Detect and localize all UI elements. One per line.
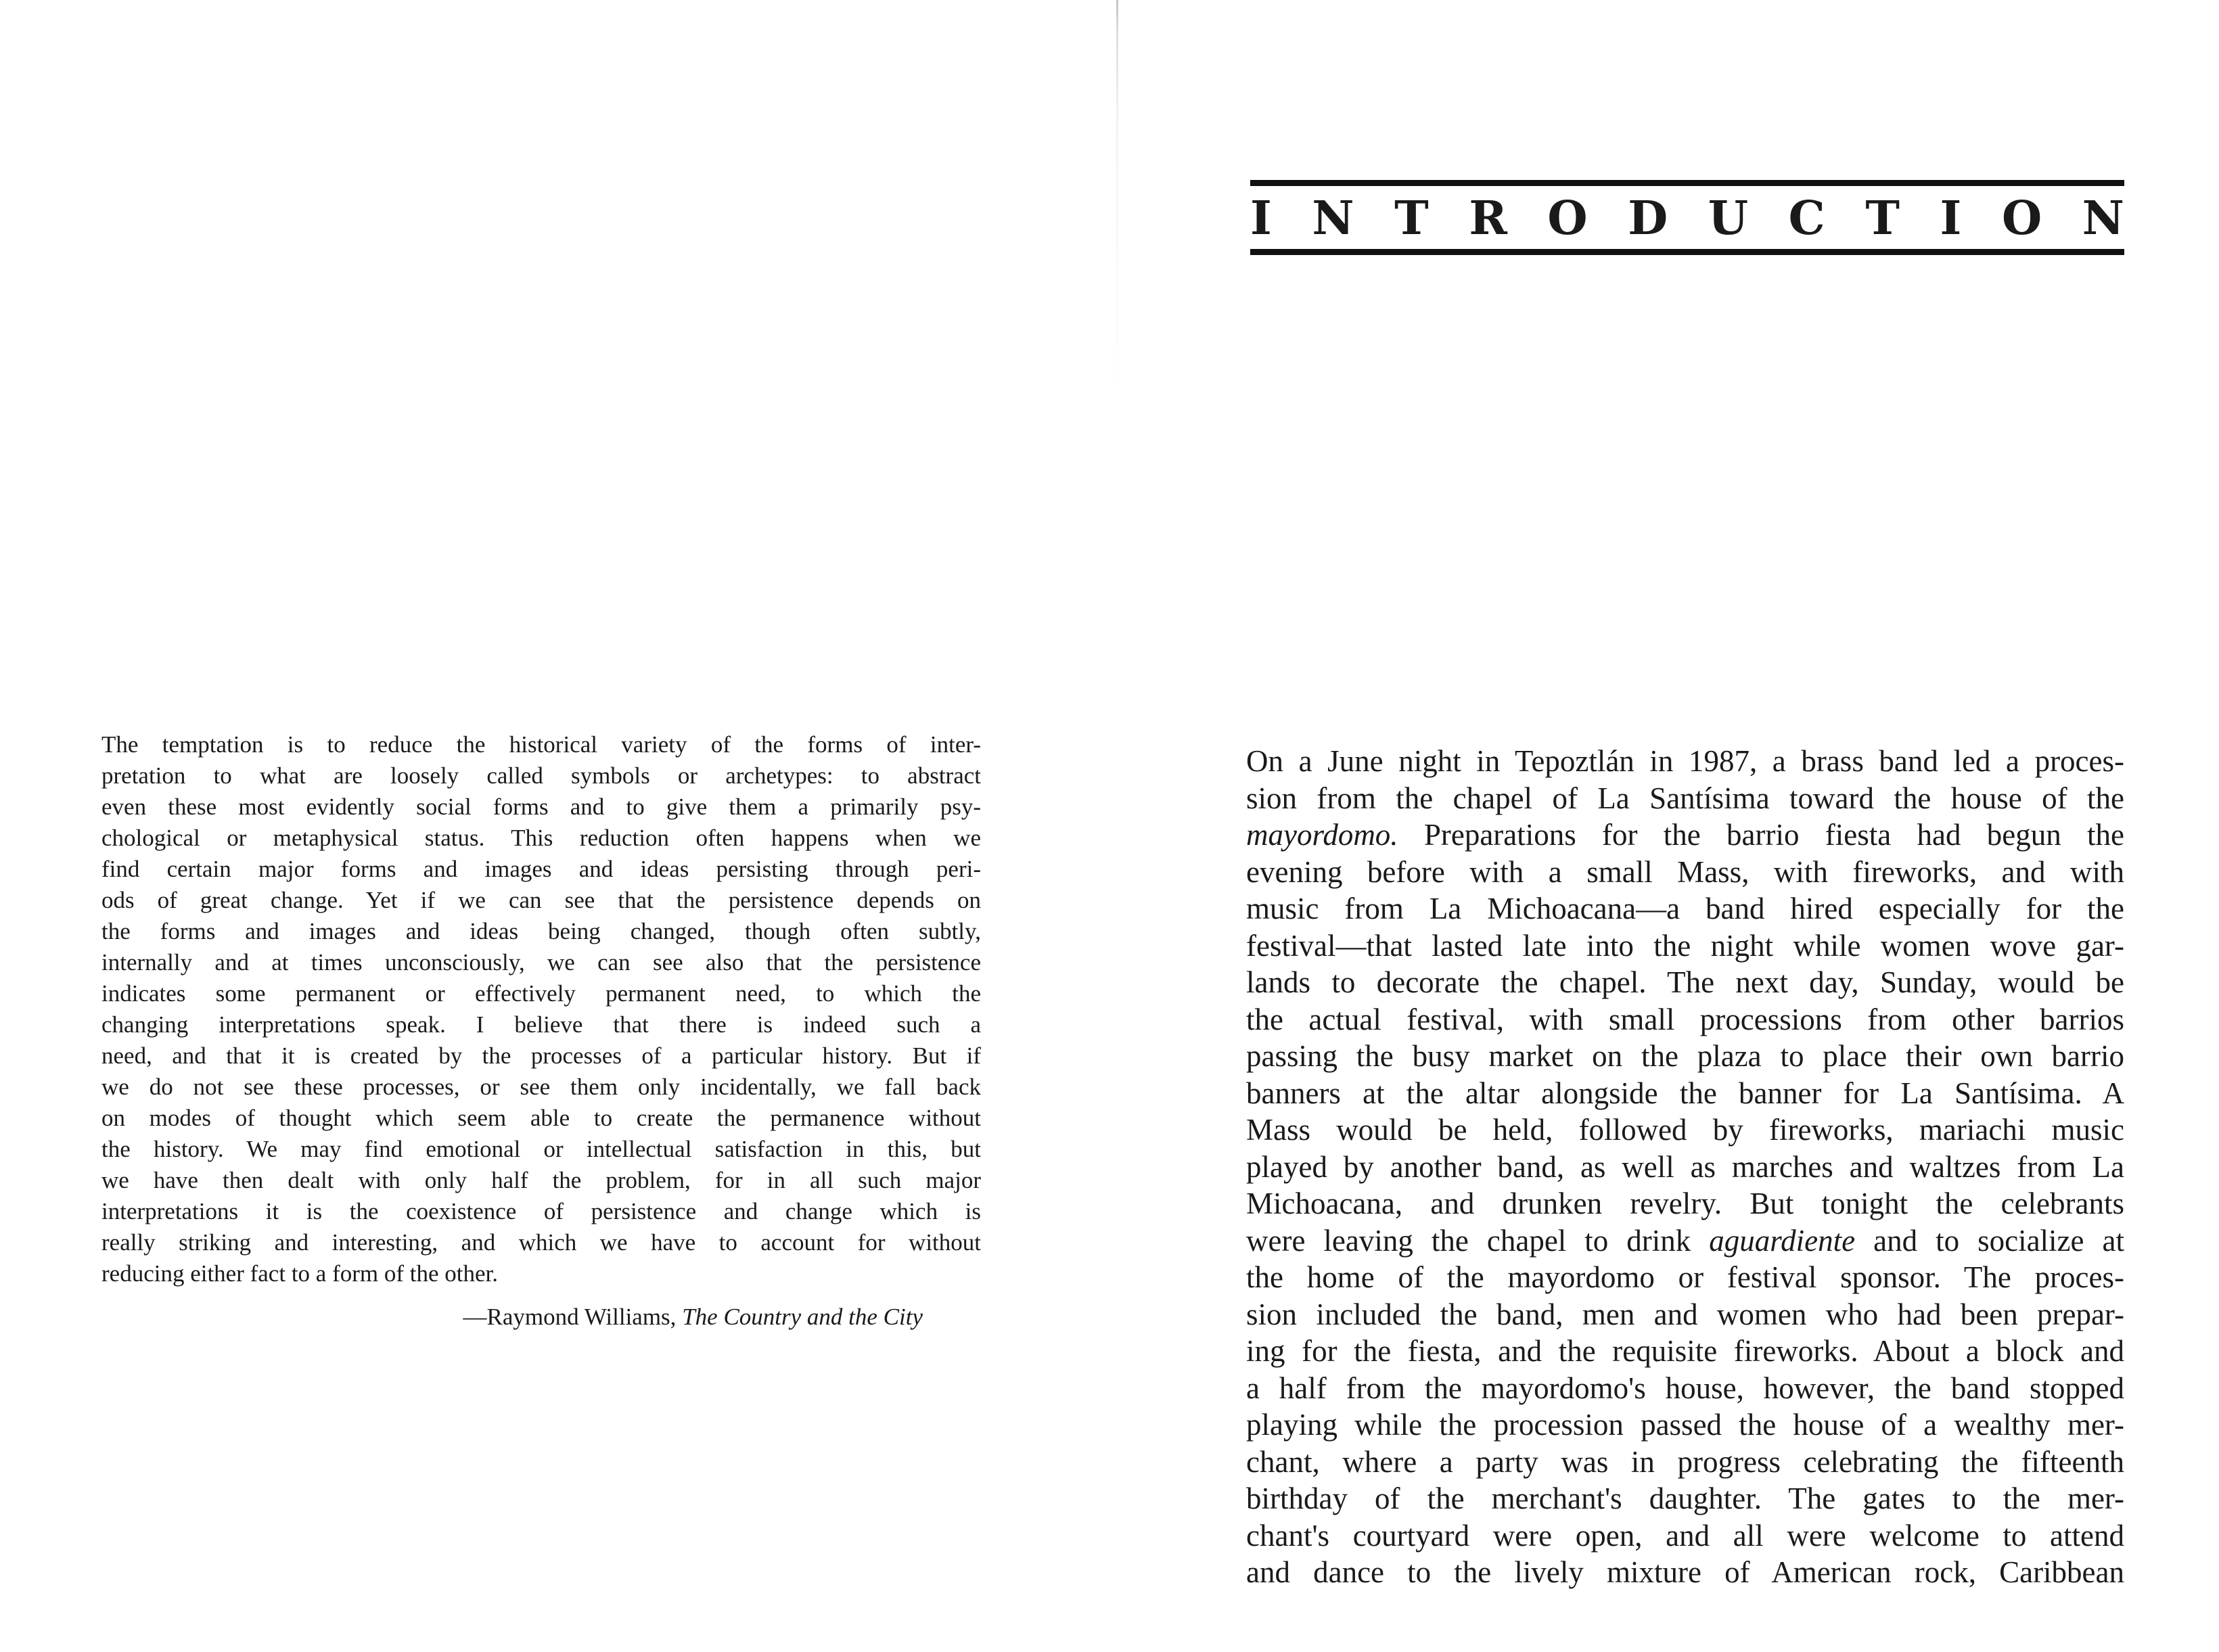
attribution-author: —Raymond Williams,: [463, 1304, 677, 1330]
epigraph-line: we have then dealt with only half the problem, for in all such major: [101, 1167, 981, 1193]
body-line: a half from the mayordomo's house, however, the band stopped: [1246, 1371, 2124, 1405]
epigraph-line: the forms and images and ideas being changed, though often subtly,: [101, 918, 981, 944]
body-line: festival—that lasted late into the night while women wove gar-: [1246, 928, 2124, 963]
chapter-title: [1250, 191, 2124, 246]
epigraph-line: find certain major forms and images and ideas persisting through peri-: [101, 856, 981, 882]
chapter-title-letter: D: [1628, 191, 1668, 246]
epigraph-line: interpretations it is the coexistence of persistence and change which is: [101, 1198, 981, 1224]
epigraph-line: changing interpretations speak. I believe that there is indeed such a: [101, 1011, 981, 1038]
epigraph-attribution: [101, 1302, 923, 1333]
epigraph-line: on modes of thought which seem able to create the permanence without: [101, 1105, 981, 1131]
epigraph-line: reducing either fact to a form of the other.: [101, 1260, 499, 1287]
epigraph-line: chological or metaphysical status. This reduction often happens when we: [101, 825, 981, 851]
body-line: ing for the fiesta, and the requisite fireworks. About a block and: [1246, 1334, 2124, 1368]
epigraph-line: The temptation is to reduce the historical variety of the forms of inter-: [101, 731, 981, 758]
body-line: chant, where a party was in progress celebrating the fifteenth: [1246, 1444, 2124, 1479]
chapter-title-letter: I: [1250, 191, 1272, 246]
body-line: On a June night in Tepoztlán in 1987, a brass band led a proces-: [1246, 744, 2124, 778]
body-line: chant's courtyard were open, and all were welcome to attend: [1246, 1518, 2124, 1553]
body-line: passing the busy market on the plaza to place their own barrio: [1246, 1039, 2124, 1073]
epigraph-line: really striking and interesting, and which we have to account for without: [101, 1229, 981, 1256]
chapter-title-letter: O: [1547, 191, 1588, 246]
body-line: music from La Michoacana—a band hired especially for the: [1246, 892, 2124, 925]
epigraph-line: internally and at times unconsciously, we can see also that the persistence: [101, 949, 981, 976]
epigraph-line: the history. We may find emotional or intellectual satisfaction in this, but: [101, 1136, 981, 1162]
body-line: played by another band, as well as marches and waltzes from La: [1246, 1149, 2124, 1184]
body-line: [1246, 1222, 2124, 1260]
epigraph-line: indicates some permanent or effectively permanent need, to which the: [101, 980, 981, 1007]
chapter-body-text: [1246, 743, 2124, 1591]
epigraph-line: pretation to what are loosely called symbols or archetypes: to abstract: [101, 762, 981, 789]
body-text-segment: were leaving the chapel to drink: [1246, 1223, 1710, 1258]
epigraph-line: ods of great change. Yet if we can see that the persistence depends on: [101, 887, 981, 913]
chapter-title-letter: N: [2082, 191, 2124, 246]
attribution-book-title: The Country and the City: [682, 1304, 923, 1330]
body-line: playing while the procession passed the house of a wealthy mer-: [1246, 1408, 2124, 1442]
chapter-title-letter: R: [1469, 191, 1507, 246]
epigraph-line: even these most evidently social forms and to give them a primarily psy-: [101, 794, 981, 820]
chapter-title-letter: T: [1394, 191, 1429, 246]
body-line: lands to decorate the chapel. The next day, Sunday, would be: [1246, 965, 2124, 999]
body-line: banners at the altar alongside the banner for La Santísima. A: [1246, 1076, 2124, 1110]
epigraph: [101, 729, 981, 1289]
chapter-title-letter: O: [2001, 191, 2042, 246]
body-text-segment: and to socialize at: [1855, 1223, 2124, 1258]
body-line: sion from the chapel of La Santísima toward the house of the: [1246, 781, 2124, 815]
chapter-title-letter: U: [1708, 191, 1749, 246]
page-gutter: [1116, 0, 1118, 392]
body-line: evening before with a small Mass, with fireworks, and with: [1246, 854, 2124, 889]
body-line: Mass would be held, followed by fireworks, mariachi music: [1246, 1113, 2124, 1147]
chapter-title-letter: C: [1788, 191, 1825, 246]
body-line: Michoacana, and drunken revelry. But tonight the celebrants: [1246, 1187, 2124, 1220]
body-italic-term: mayordomo.: [1246, 818, 1398, 852]
body-italic-term: aguardiente: [1709, 1223, 1856, 1258]
epigraph-line: we do not see these processes, or see them only incidentally, we fall back: [101, 1074, 981, 1100]
heading-rule-bottom: [1250, 249, 2124, 255]
chapter-title-letter: N: [1312, 191, 1354, 246]
body-line: [1246, 817, 2124, 854]
epigraph-line: need, and that it is created by the processes of a particular history. But if: [101, 1042, 981, 1069]
chapter-title-letter: T: [1865, 191, 1900, 246]
body-text-segment: Preparations for the barrio fiesta had begun the: [1398, 818, 2124, 852]
body-line: sion included the band, men and women who had been prepar-: [1246, 1297, 2124, 1331]
body-line: birthday of the merchant's daughter. The gates to the mer-: [1246, 1482, 2124, 1515]
body-line: and dance to the lively mixture of American rock, Caribbean: [1246, 1555, 2124, 1589]
body-line: the actual festival, with small processions from other barrios: [1246, 1002, 2124, 1036]
heading-rule-top: [1250, 180, 2124, 186]
body-line: the home of the mayordomo or festival sponsor. The proces-: [1246, 1260, 2124, 1294]
chapter-title-letter: I: [1940, 191, 1962, 246]
